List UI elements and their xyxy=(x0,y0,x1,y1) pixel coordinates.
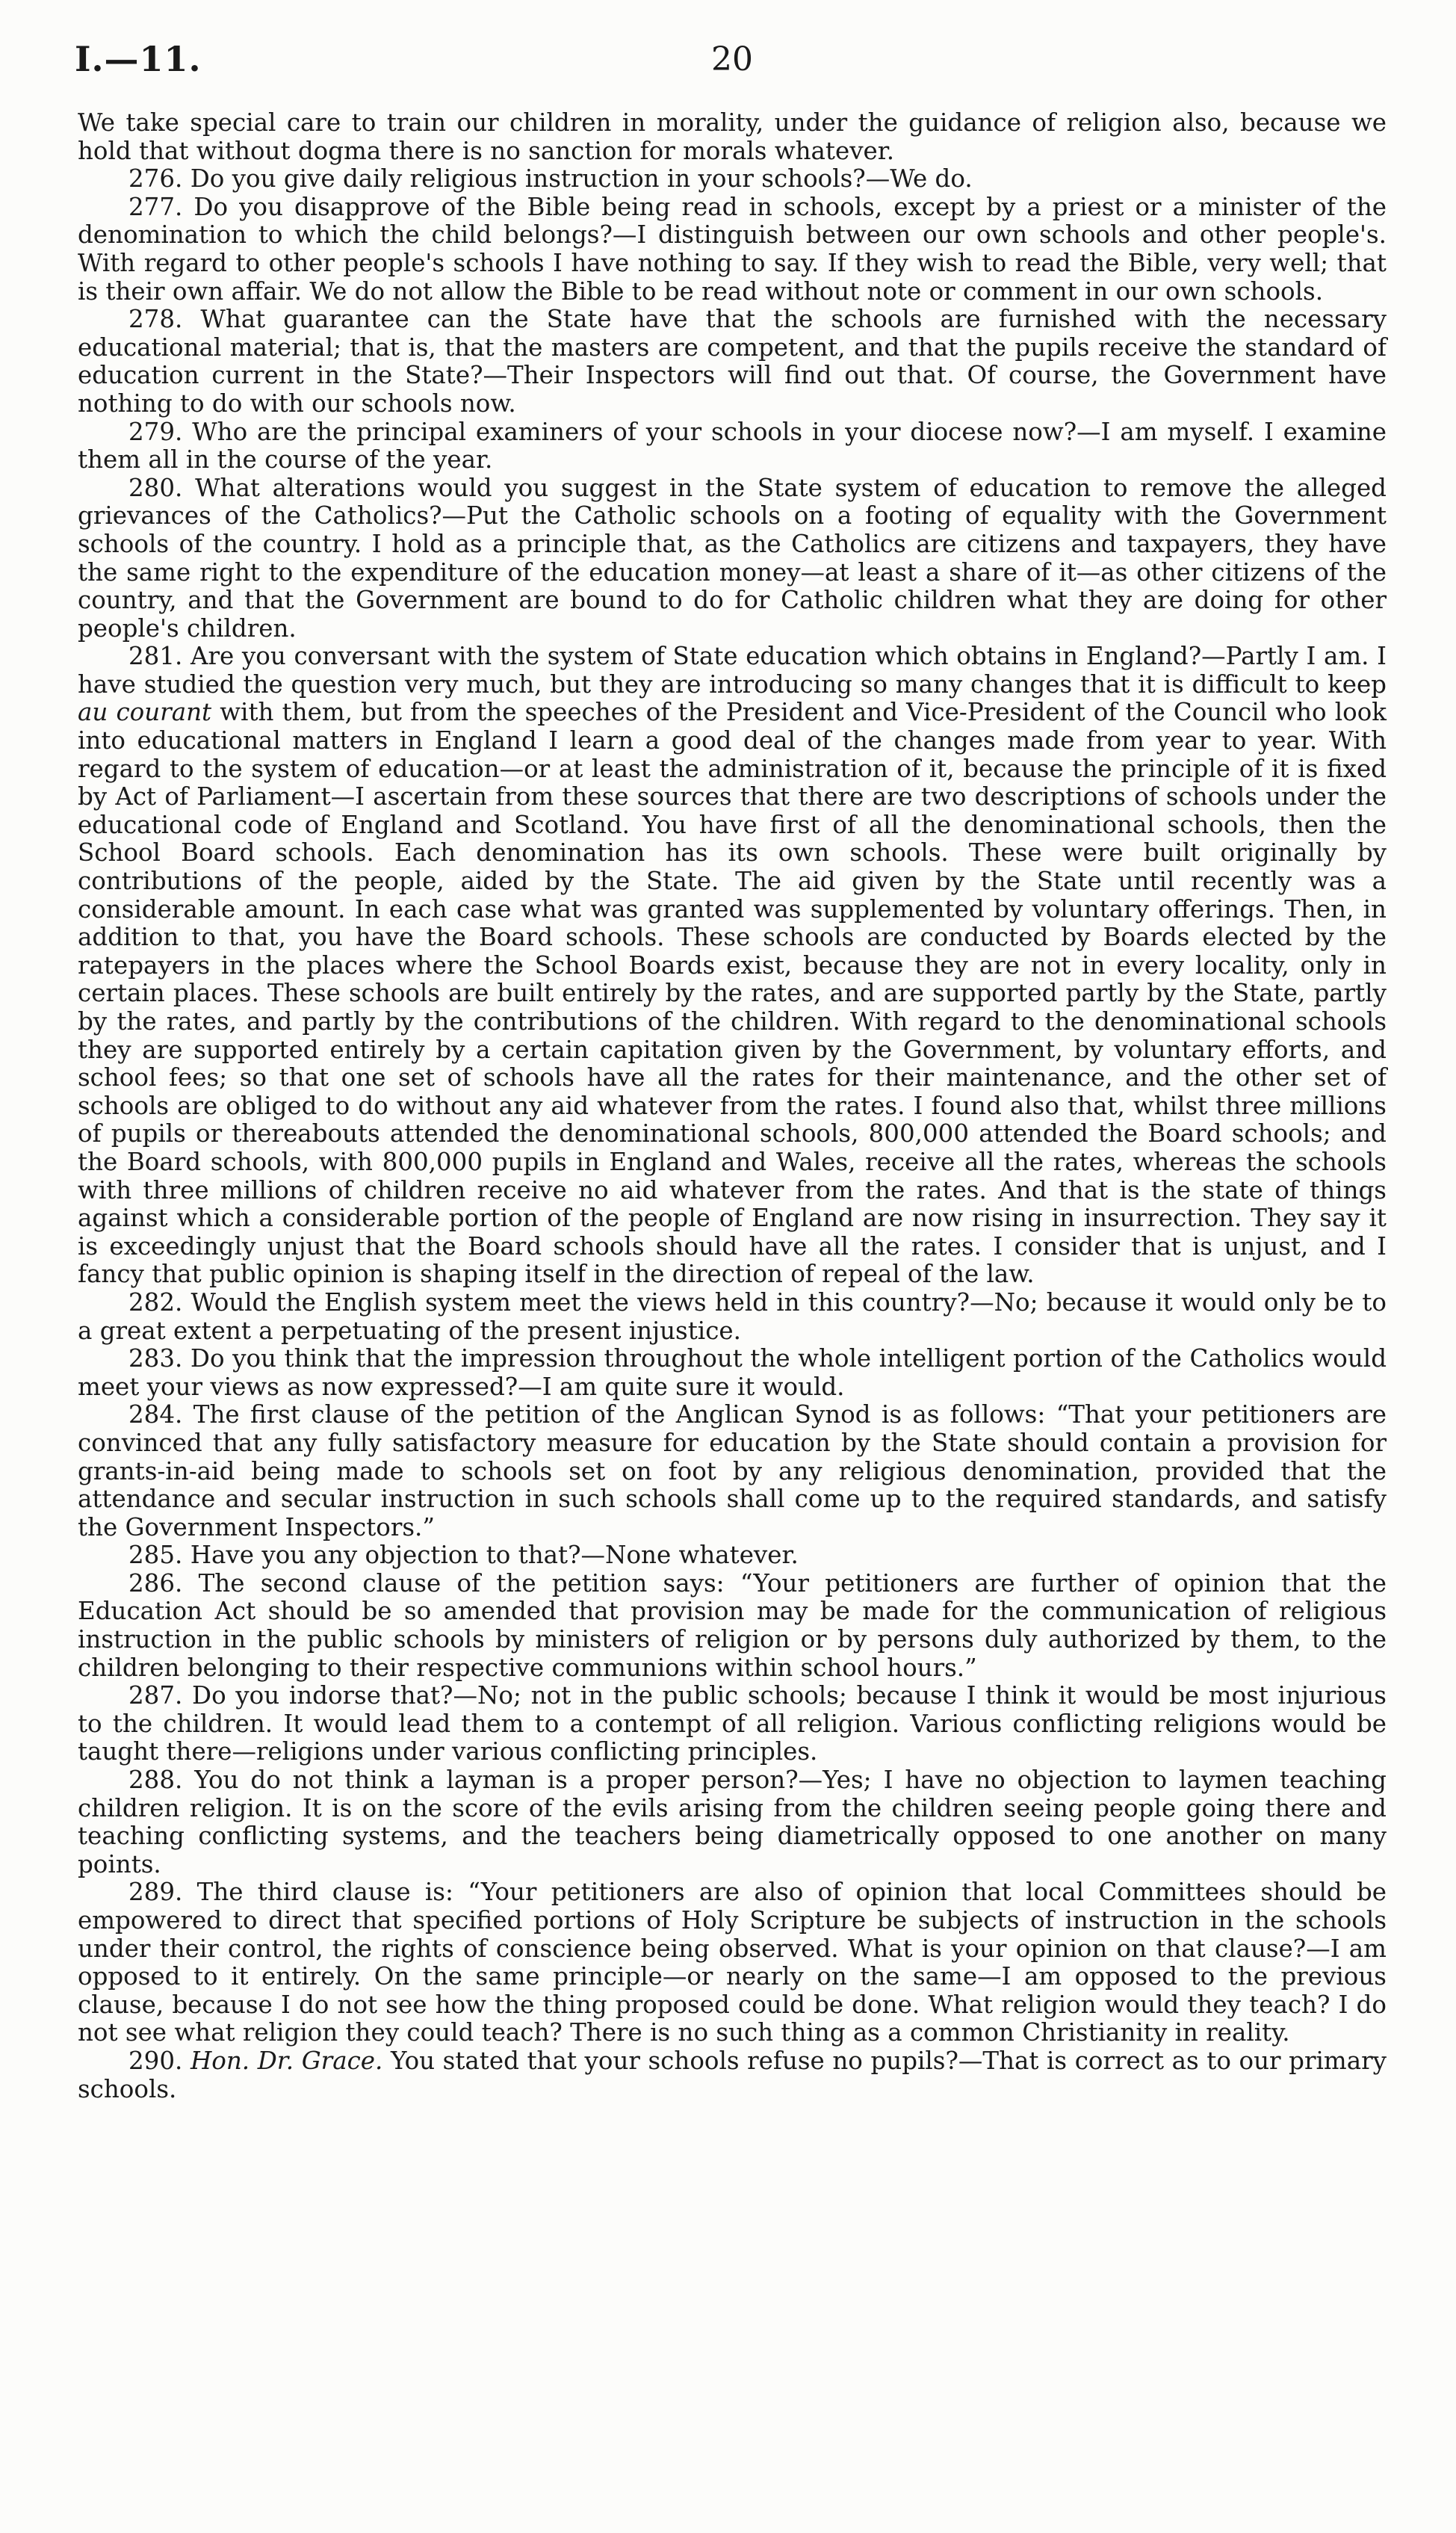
question-277: 277. Do you disapprove of the Bible being read in schools, except by a priest or a minister of the denomination to which the child belongs?—I distinguish between our own schools and other people's. With regard to other people's schools I have nothing to say. If they wish to read the Bible, very well; that is their own affair. We do not allow the Bible to be read without note or comment in our own schools. xyxy=(78,192,1387,306)
page-body xyxy=(78,109,1387,2103)
question-282: 282. Would the English system meet the views held in this country?—No; because it would only be to a great extent a perpetuating of the present injustice. xyxy=(78,1287,1387,1345)
question-280: 280. What alterations would you suggest in the State system of education to remove the alleged grievances of the Catholics?—Put the Catholic schools on a footing of equality with the Government schools of the country. I hold as a principle that, as the Catholics are citizens and taxpayers, they have the same right to the expenditure of the education money—at least a share of it—as other citizens of the country, and that the Government are bound to do for Catholic children what they are doing for other people's children. xyxy=(78,473,1387,643)
question-287: 287. Do you indorse that?—No; not in the public schools; because I think it would be most injurious to the children. It would lead them to a contempt of all religion. Various conflicting religions would be taught there—religions under various conflicting principles. xyxy=(78,1681,1387,1766)
question-290 xyxy=(78,2047,1387,2103)
page-header xyxy=(75,39,1390,84)
question-281-text-start: 281. Are you conversant with the system of State education which obtains in England?—Partly I am. I have studied the question very much, but they are introducing so many changes that it is difficult to keep xyxy=(78,642,1387,699)
question-286: 286. The second clause of the petition says: “Your petitioners are further of opinion that the Education Act should be so amended that provision may be made for the communication of religious instruction in the public schools by ministers of religion or by persons duly authorized by them, to the children belonging to their respective communions within school hours.” xyxy=(78,1568,1387,1682)
question-290-text: You stated that your schools refuse no pupils?—That is correct as to our primary schools. xyxy=(78,2046,1387,2103)
question-279: 279. Who are the principal examiners of your schools in your diocese now?—I am myself. I examine them all in the course of the year. xyxy=(78,417,1387,474)
question-278: 278. What guarantee can the State have that the schools are furnished with the necessary educational material; that is, that the masters are competent, and that the pupils receive the standard of education current in the State?—Their Inspectors will find out that. Of course, the Government have nothing to do with our schools now. xyxy=(78,305,1387,418)
question-285: 285. Have you any objection to that?—None whatever. xyxy=(128,1541,799,1570)
question-283: 283. Do you think that the impression throughout the whole intelligent portion of the Catholics would meet your views as now expressed?—I am quite sure it would. xyxy=(78,1344,1387,1401)
question-290-number: 290. xyxy=(128,2046,190,2075)
question-276: 276. Do you give daily religious instruction in your schools?—We do. xyxy=(128,164,973,194)
paragraph-intro: We take special care to train our children in morality, under the guidance of religion also, because we hold that without dogma there is no sanction for morals whatever. xyxy=(78,108,1387,165)
question-281-text-end: with them, but from the speeches of the President and Vice-President of the Council who look into educational matters in England I learn a good deal of the changes made from year to year. With regard to the system of education—or at least the administration of it, because the principle of it is fixed by Act of Parliament—I ascertain from these sources that there are two descriptions of schools under the educational code of England and Scotland. You have first of all the denominational schools, then the School Board schools. Each denomination has its own schools. These were built originally by contributions of the people, aided by the State. The aid given by the State until recently was a considerable amount. In each case what was granted was supplemented by voluntary offerings. Then, in addition to that, you have the Board schools. These schools are conducted by Boards elected by the ratepayers in the places where the School Boards exist, because they are not in every locality, only in certain places. These schools are built entirely by the rates, and are supported partly by the State, partly by the rates, and partly by the contributions of the children. With regard to the denominational schools they are supported entirely by a certain capitation given by the Government, by voluntary efforts, and school fees; so that one set of schools have all the rates for their maintenance, and the other set of schools are obliged to do without any aid whatever from the rates. I found also that, whilst three millions of pupils or thereabouts attended the denominational schools, 800,000 attended the Board schools; and the Board schools, with 800,000 pupils in England and Wales, receive all the rates, whereas the schools with three millions of children receive no aid whatever from the rates. And that is the state of things against which a considerable portion of the people of England are now rising in insurrection. They say it is exceedingly unjust that the Board schools should have all the rates. I consider that is unjust, and I fancy that public opinion is shaping itself in the direction of repeal of the law. xyxy=(78,698,1387,1289)
question-289: 289. The third clause is: “Your petitioners are also of opinion that local Committees should be empowered to direct that specified portions of Holy Scripture be subjects of instruction in the schools under their control, the rights of conscience being observed. What is your opinion on that clause?—I am opposed to it entirely. On the same principle—or nearly on the same—I am opposed to the previous clause, because I do not see how the thing proposed could be done. What religion would they teach? I do not see what religion they could teach? There is no such thing as a common Christianity in reality. xyxy=(78,1878,1387,2047)
italic-phrase: au courant xyxy=(78,698,212,727)
speaker-name: Hon. Dr. Grace. xyxy=(190,2046,383,2075)
question-284: 284. The first clause of the petition of the Anglican Synod is as follows: “That your petitioners are convinced that any fully satisfactory measure for education by the State should contain a provision for grants-in-aid being made to schools set on foot by any religious denomination, provided that the attendance and secular instruction in such schools shall come up to the required standards, and satisfy the Government Inspectors.” xyxy=(78,1400,1387,1541)
question-288: 288. You do not think a layman is a proper person?—Yes; I have no objection to laymen teaching children religion. It is on the score of the evils arising from the children seeing people going there and teaching conflicting systems, and the teachers being diametrically opposed to one another on many points. xyxy=(78,1766,1387,1878)
question-281 xyxy=(78,643,1387,1289)
document-reference: I.—11. xyxy=(75,39,202,79)
page-number: 20 xyxy=(711,40,753,78)
